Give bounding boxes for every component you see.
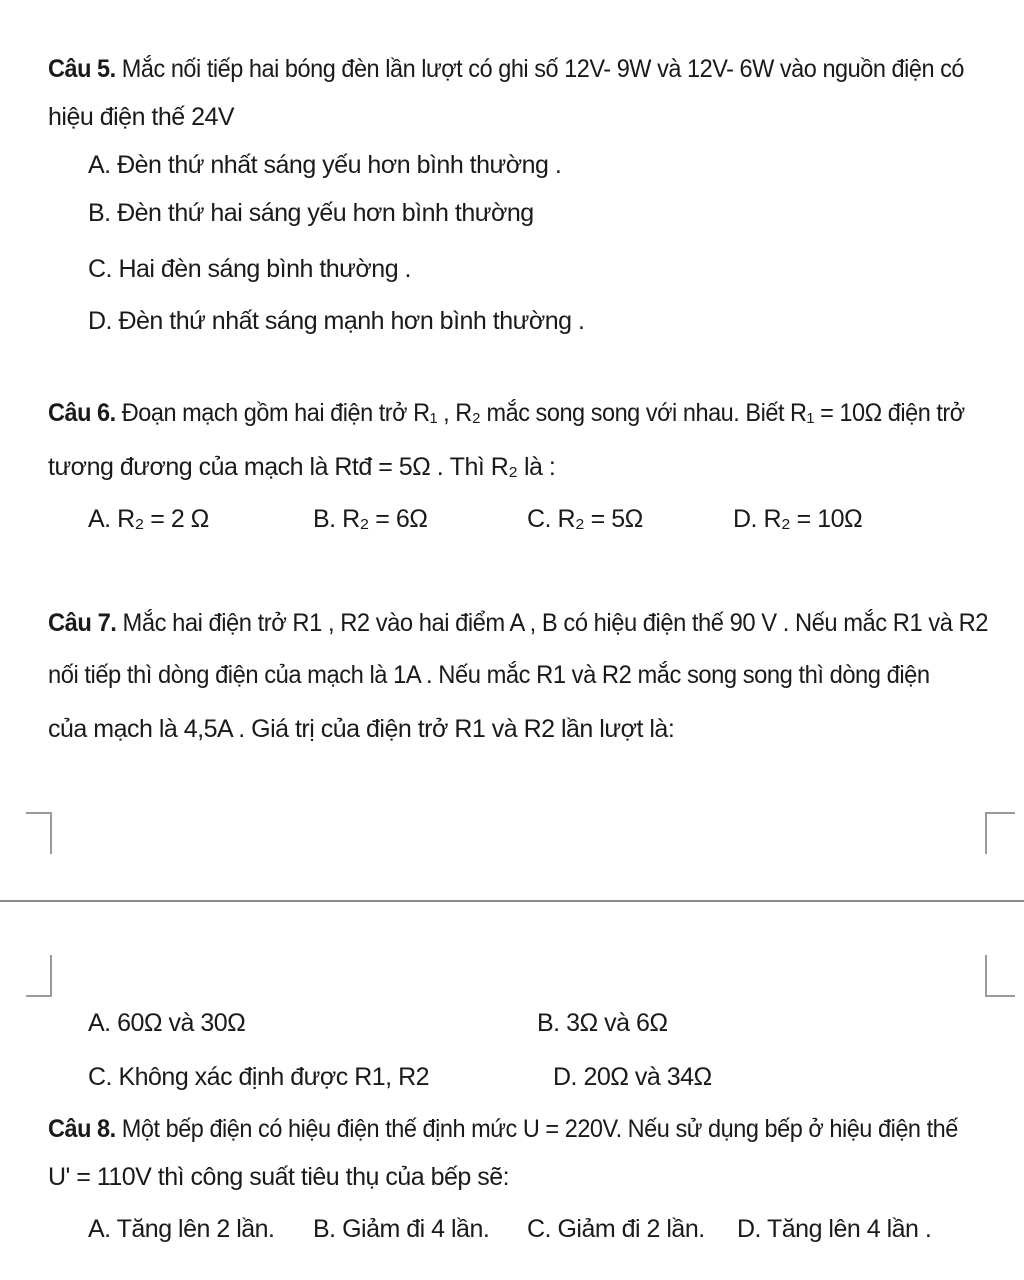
question-number: Câu 7. — [48, 609, 117, 637]
question-number: Câu 6. — [48, 399, 116, 427]
question-7-stem-line-3: của mạch là 4,5A . Giá trị của điện trở R1 và R2 lần lượt là: — [48, 715, 675, 743]
question-6-option-d: D. R₂ = 10Ω — [733, 505, 863, 533]
question-5-stem-line-1: Câu 5. Mắc nối tiếp hai bóng đèn lần lượt có ghi số 12V- 9W và 12V- 6W vào nguồn điện có — [48, 55, 964, 83]
question-8-stem-line-2: U' = 110V thì công suất tiêu thụ của bếp sẽ: — [48, 1163, 510, 1191]
page-corner-mark-top-right — [985, 812, 1015, 854]
page-corner-mark-top-left — [26, 812, 52, 854]
question-7-stem-line-1: Câu 7. Mắc hai điện trở R1 , R2 vào hai điểm A , B có hiệu điện thế 90 V . Nếu mắc R1 và R2 — [48, 609, 989, 637]
question-8-option-d: D. Tăng lên 4 lần . — [737, 1215, 932, 1243]
question-5-option-a: A. Đèn thứ nhất sáng yếu hơn bình thường . — [88, 151, 562, 179]
question-7-option-b: B. 3Ω và 6Ω — [537, 1009, 668, 1037]
question-6-option-a: A. R₂ = 2 Ω — [88, 505, 209, 533]
question-6-option-b: B. R₂ = 6Ω — [313, 505, 428, 533]
question-5-option-d: D. Đèn thứ nhất sáng mạnh hơn bình thường . — [88, 307, 585, 335]
question-7-option-c: C. Không xác định được R1, R2 — [88, 1063, 430, 1091]
question-7-stem-line-2: nối tiếp thì dòng điện của mạch là 1A . Nếu mắc R1 và R2 mắc song song thì dòng điện — [48, 661, 930, 689]
question-5-option-b: B. Đèn thứ hai sáng yếu hơn bình thường — [88, 199, 534, 227]
question-7-option-d: D. 20Ω và 34Ω — [553, 1063, 712, 1091]
question-6-stem-line-2: tương đương của mạch là Rtđ = 5Ω . Thì R₂ là : — [48, 453, 556, 481]
question-6-option-c: C. R₂ = 5Ω — [527, 505, 643, 533]
page-break-divider — [0, 900, 1024, 902]
question-number: Câu 8. — [48, 1115, 116, 1143]
page-corner-mark-bottom-left — [26, 955, 52, 997]
question-8-option-a: A. Tăng lên 2 lần. — [88, 1215, 275, 1243]
question-5-stem-line-2: hiệu điện thế 24V — [48, 103, 235, 131]
page-corner-mark-bottom-right — [985, 955, 1015, 997]
question-8-option-c: C. Giảm đi 2 lần. — [527, 1215, 705, 1243]
question-6-stem-line-1: Câu 6. Đoạn mạch gồm hai điện trở R₁ , R₂ mắc song song với nhau. Biết R₁ = 10Ω điện trở — [48, 399, 965, 427]
question-5-option-c: C. Hai đèn sáng bình thường . — [88, 255, 411, 283]
question-8-stem-line-1: Câu 8. Một bếp điện có hiệu điện thế định mức U = 220V. Nếu sử dụng bếp ở hiệu điện thế — [48, 1115, 958, 1143]
question-number: Câu 5. — [48, 55, 116, 83]
question-8-option-b: B. Giảm đi 4 lần. — [313, 1215, 490, 1243]
question-7-option-a: A. 60Ω và 30Ω — [88, 1009, 246, 1037]
